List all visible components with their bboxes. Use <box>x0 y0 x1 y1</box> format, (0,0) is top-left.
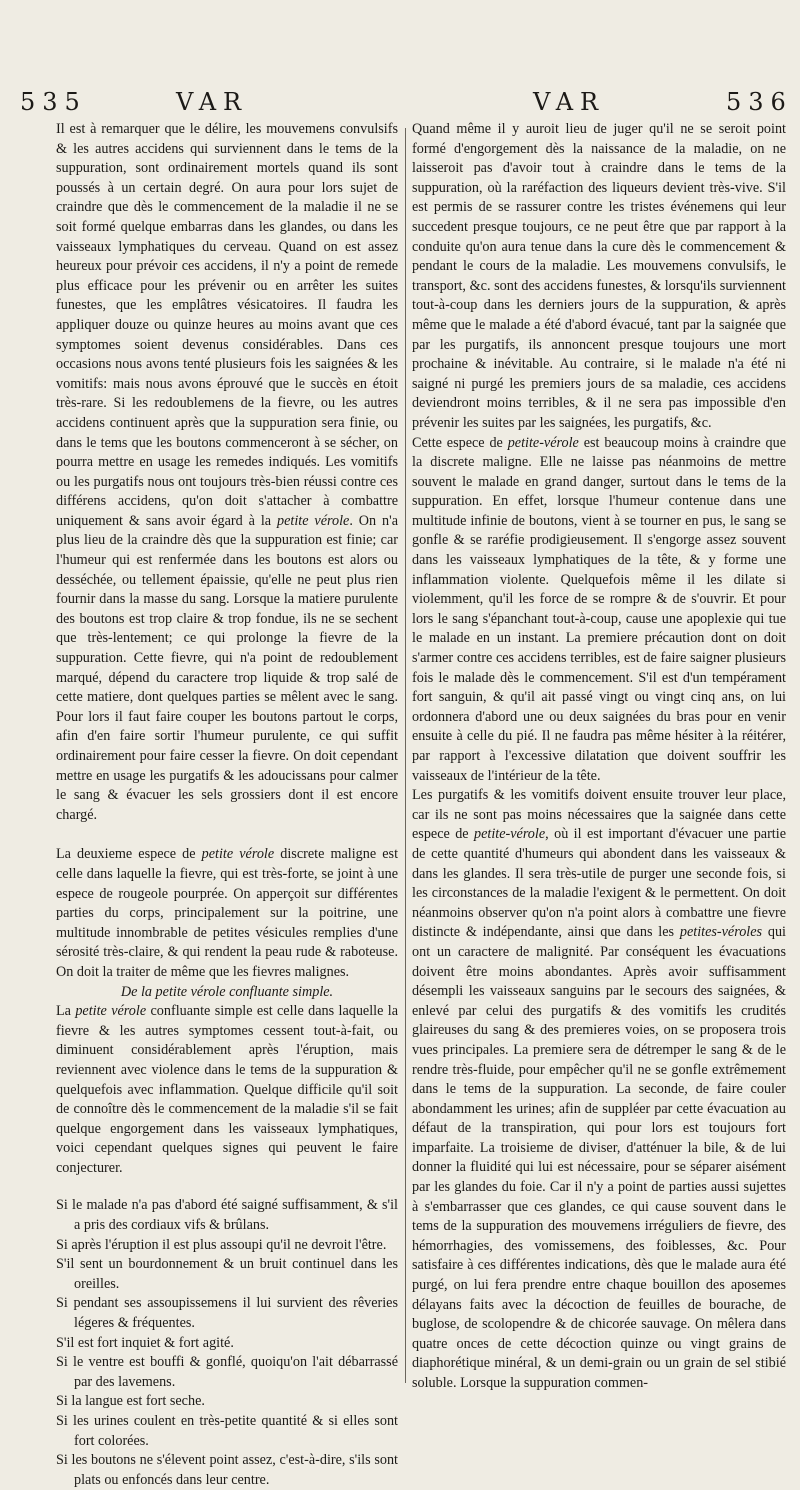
list-item: S'il sent un bourdonnement & un bruit continuel dans les oreilles. <box>56 1256 398 1292</box>
column-divider <box>405 128 406 1383</box>
page-number-right: 536 <box>726 88 793 116</box>
left-paragraph-1: Il est à remarquer que le délire, les mouvemens convulsifs & les autres accidens qui surviennent dans le tems de la suppuration, sont ordinairement mortels quand ils sont poussés à un certain degré. On aura pour lors sujet de craindre que dès le commencement de la maladie il ne se soit formé quelque embarras dans les glandes, ou dans les vaisseaux lymphatiques du cerveau. Quand on est assez heureux pour prévoir ces accidens, il n'y a point de remede plus efficace pour les prévenir ou en arrêter les suites funestes, que les emplâtres vésicatoires. Il faudra les appliquer douze ou quinze heures au moins avant que ces symptomes soient devenus considérables. Dans ces occasions nous avons tenté plusieurs fois les saignées & les vomitifs: mais nous avons éprouvé que le succès en étoit très-rare. Si les redoublemens de la fievre, ou les autres accidens continuent après que la suppuration sera finie, ou dans le tems que les boutons commenceront à se sécher, on pourra mettre en usage les remedes indiqués. Les vomitifs ou les purgatifs nous ont toujours très-bien réussi contre ces différens accidens, qu'on doit s'attacher à combattre uniquement & sans avoir égard à la petite vérole. On n'a plus lieu de la craindre dès que la suppuration est finie; car l'humeur qui est renfermée dans les boutons est alors ou desséchée, ou tellement épaissie, qu'elle ne peut plus rien fournir dans la masse du sang. Lorsque la matiere purulente des boutons est trop claire & trop fondue, ils ne se sechent que très-lentement; ce qui prolonge la fievre de la suppuration. Cette fievre, qui n'a point de redoublement marqué, dépend du caractere trop liquide & trop salé de cette matiere, dont quelques parties se mêlent avec le sang. Pour lors il faut faire couper les boutons partout le corps, afin d'en faire sortir l'humeur purulente, ce qui suffit ordinairement pour faire cesser la fievre. On doit cependant mettre en usage les purgatifs & les adoucissans pour calmer le sang & évacuer les sels grossiers dont il est encore chargé. <box>56 121 398 823</box>
right-paragraph-2: Cette espece de petite-vérole est beaucoup moins à craindre que la discrete maligne. Elle ne laisse pas néanmoins de mettre souvent le malade en grand danger, surtout dans le tems de la suppuration. En effet, lorsque l'humeur contenue dans une multitude infinie de boutons, vient à se tourner en pus, le sang se gonfle & se raréfie prodigieusement. Il s'engorge assez souvent dans les vaisseaux lymphatiques de la tête, & y forme une inflammation violente. Quelquefois même il les dilate si violemment, qu'il les force de se rompre & de s'ouvrir. Et pour lors le sang s'épanchant tout-à-coup, cause une apoplexie qui tue le malade en un instant. La premiere précaution dont on doit s'armer contre ces accidens terribles, est de faire saigner plusieurs fois le malade dès le commencement. S'il est d'un tempérament fort sanguin, & qu'il ait passé vingt ou vingt cinq ans, on lui ordonnera d'abord une ou deux saignées du bras pour en venir ensuite à celle du pié. Il ne faudra pas même hésiter à la réitérer, par rapport à l'excessive dilatation que doivent souffrir les vaisseaux de l'intérieur de la tête. <box>412 434 787 784</box>
list-item: Si les boutons ne s'élevent point assez, c'est-à-dire, s'ils sont plats ou enfoncés dans leur centre. <box>56 1452 398 1488</box>
page-number-left: 535 <box>20 88 87 116</box>
running-head-left: VAR <box>176 88 249 116</box>
right-column <box>412 120 786 1394</box>
list-item: Si le ventre est bouffi & gonflé, quoiqu'on l'ait débarrassé par des lavemens. <box>56 1354 398 1390</box>
right-paragraph-1: Quand même il y auroit lieu de juger qu'il ne se seroit point formé d'engorgement dès la naissance de la maladie, on ne laisseroit pas d'avoir tout à craindre dans le tems de la suppuration, où la raréfaction des liqueurs devient très-vive. S'il est permis de se rassurer contre les tristes événemens qui leur succedent presque toujours, ce ne peut être que par rapport à la conduite qu'on aura tenue dans la cure dès le commencement & pendant le cours de la maladie. Les mouvemens convulsifs, le transport, &c. sont des accidens funestes, & lorsqu'ils surviennent tout-à-coup dans les derniers jours de la suppuration, & après même que le malade a été d'abord évacué, tant par la saignée que par les purgatifs, ils annoncent presque toujours une mort prochaine & inévitable. Au contraire, si le malade n'a été ni saigné ni purgé les premiers jours de sa maladie, ces accidens deviendront moins terribles, & il ne sera pas impossible d'en prévenir les suites par les saignées, les purgatifs, &c. <box>412 121 786 431</box>
left-paragraph-2: La deuxieme espece de petite vérole discrete maligne est celle dans laquelle la fievre, qui est très-forte, se joint à une espece de rougeole pourprée. On apperçoit sur différentes parties du corps, principalement sur la poitrine, une multitude innombrable de petites vésicules remplies d'une sérosité très-claire, & qui rendent la peau rude & raboteuse. On doit la traiter de même que les fievres malignes. <box>56 846 399 980</box>
list-item: Si pendant ses assoupissemens il lui survient des rêveries légeres & fréquentes. <box>56 1295 398 1332</box>
section-heading: De la petite vérole confluante simple. <box>120 983 334 1000</box>
list-item: Si le malade n'a pas d'abord été saigné suffisamment, & s'il a pris des cordiaux vifs & brûlans. <box>56 1197 398 1234</box>
list-item: Si la langue est fort seche. <box>56 1393 205 1410</box>
symptom-list <box>56 1196 398 1490</box>
left-column <box>56 120 398 1490</box>
right-paragraph-3: Les purgatifs & les vomitifs doivent ensuite trouver leur place, car ils ne sont pas moins nécessaires que la saignée dans cette espece de petite-vérole, où il est important d'évacuer une partie de cette quantité d'humeurs qui abondent dans les vaisseaux & dans les glandes. Il sera très-utile de purger une seconde fois, si les circonstances de la maladie l'exigent & le permettent. On doit néanmoins observer qu'on n'a point alors à combattre une fievre distincte & indépendante, ainsi que dans les petites-véroles qui ont un caractere de malignité. Par conséquent les évacuations doivent être moins abondantes. Après avoir suffisamment désempli les vaisseaux sanguins par le secours des saignées, & enlevé par celui des purgatifs & des vomitifs les crudités glaireuses du sang & des premieres voies, on se proposera trois vues principales. La premiere sera de détremper le sang & de le rendre très-fluide, pour empêcher qu'il ne se gonfle extrêmement dans le tems de la suppuration. La seconde, de faire couler abondamment les urines; afin de suppléer par cette évacuation au défaut de la transpiration, qui pour lors est toujours fort imparfaite. La troisieme de diviser, d'atténuer la bile, & de lui donner la fluidité qui lui est nécessaire, pour se séparer aisément par les glandes du foie. Car il n'y a point de parties aussi sujettes à s'embarrasser que ces glandes, ce qui cause souvent dans le tems de la suppuration des mouvemens irréguliers de fievre, des hémorrhagies, des vomissemens, des foiblesses, &c. Pour satisfaire à ces différentes indications, dès que le malade aura été purgé, on lui fera prendre entre chaque bouillon des aposemes délayans faits avec la décoction de feuilles de bourache, de buglose, de scolopendre & de chicorée sauvage. On mêlera dans quatre onces de cette décoction quinze ou vingt grains de diaphorétique minéral, & un demi-grain ou un grain de sel stibié soluble. Lorsque la suppuration commen- <box>412 787 786 1391</box>
list-item: S'il est fort inquiet & fort agité. <box>56 1334 234 1351</box>
running-head-right: VAR <box>533 88 606 116</box>
left-paragraph-3: La petite vérole confluante simple est celle dans laquelle la fievre & les autres symptomes cessent tout-à-fait, ou diminuent considérablement après l'éruption, mais reviennent avec violence dans le tems de la suppuration & quelquefois avec inflammation. Quelque difficile qu'il soit de connoître dès le commencement de la maladie s'il se fait quelque engorgement dans les vaisseaux lymphatiques, voici cependant quelques signes qui peuvent le faire conjecturer. <box>56 1003 399 1176</box>
list-item: Si les urines coulent en très-petite quantité & si elles sont fort colorées. <box>56 1413 398 1449</box>
list-item: Si après l'éruption il est plus assoupi qu'il ne devroit l'être. <box>56 1236 387 1253</box>
